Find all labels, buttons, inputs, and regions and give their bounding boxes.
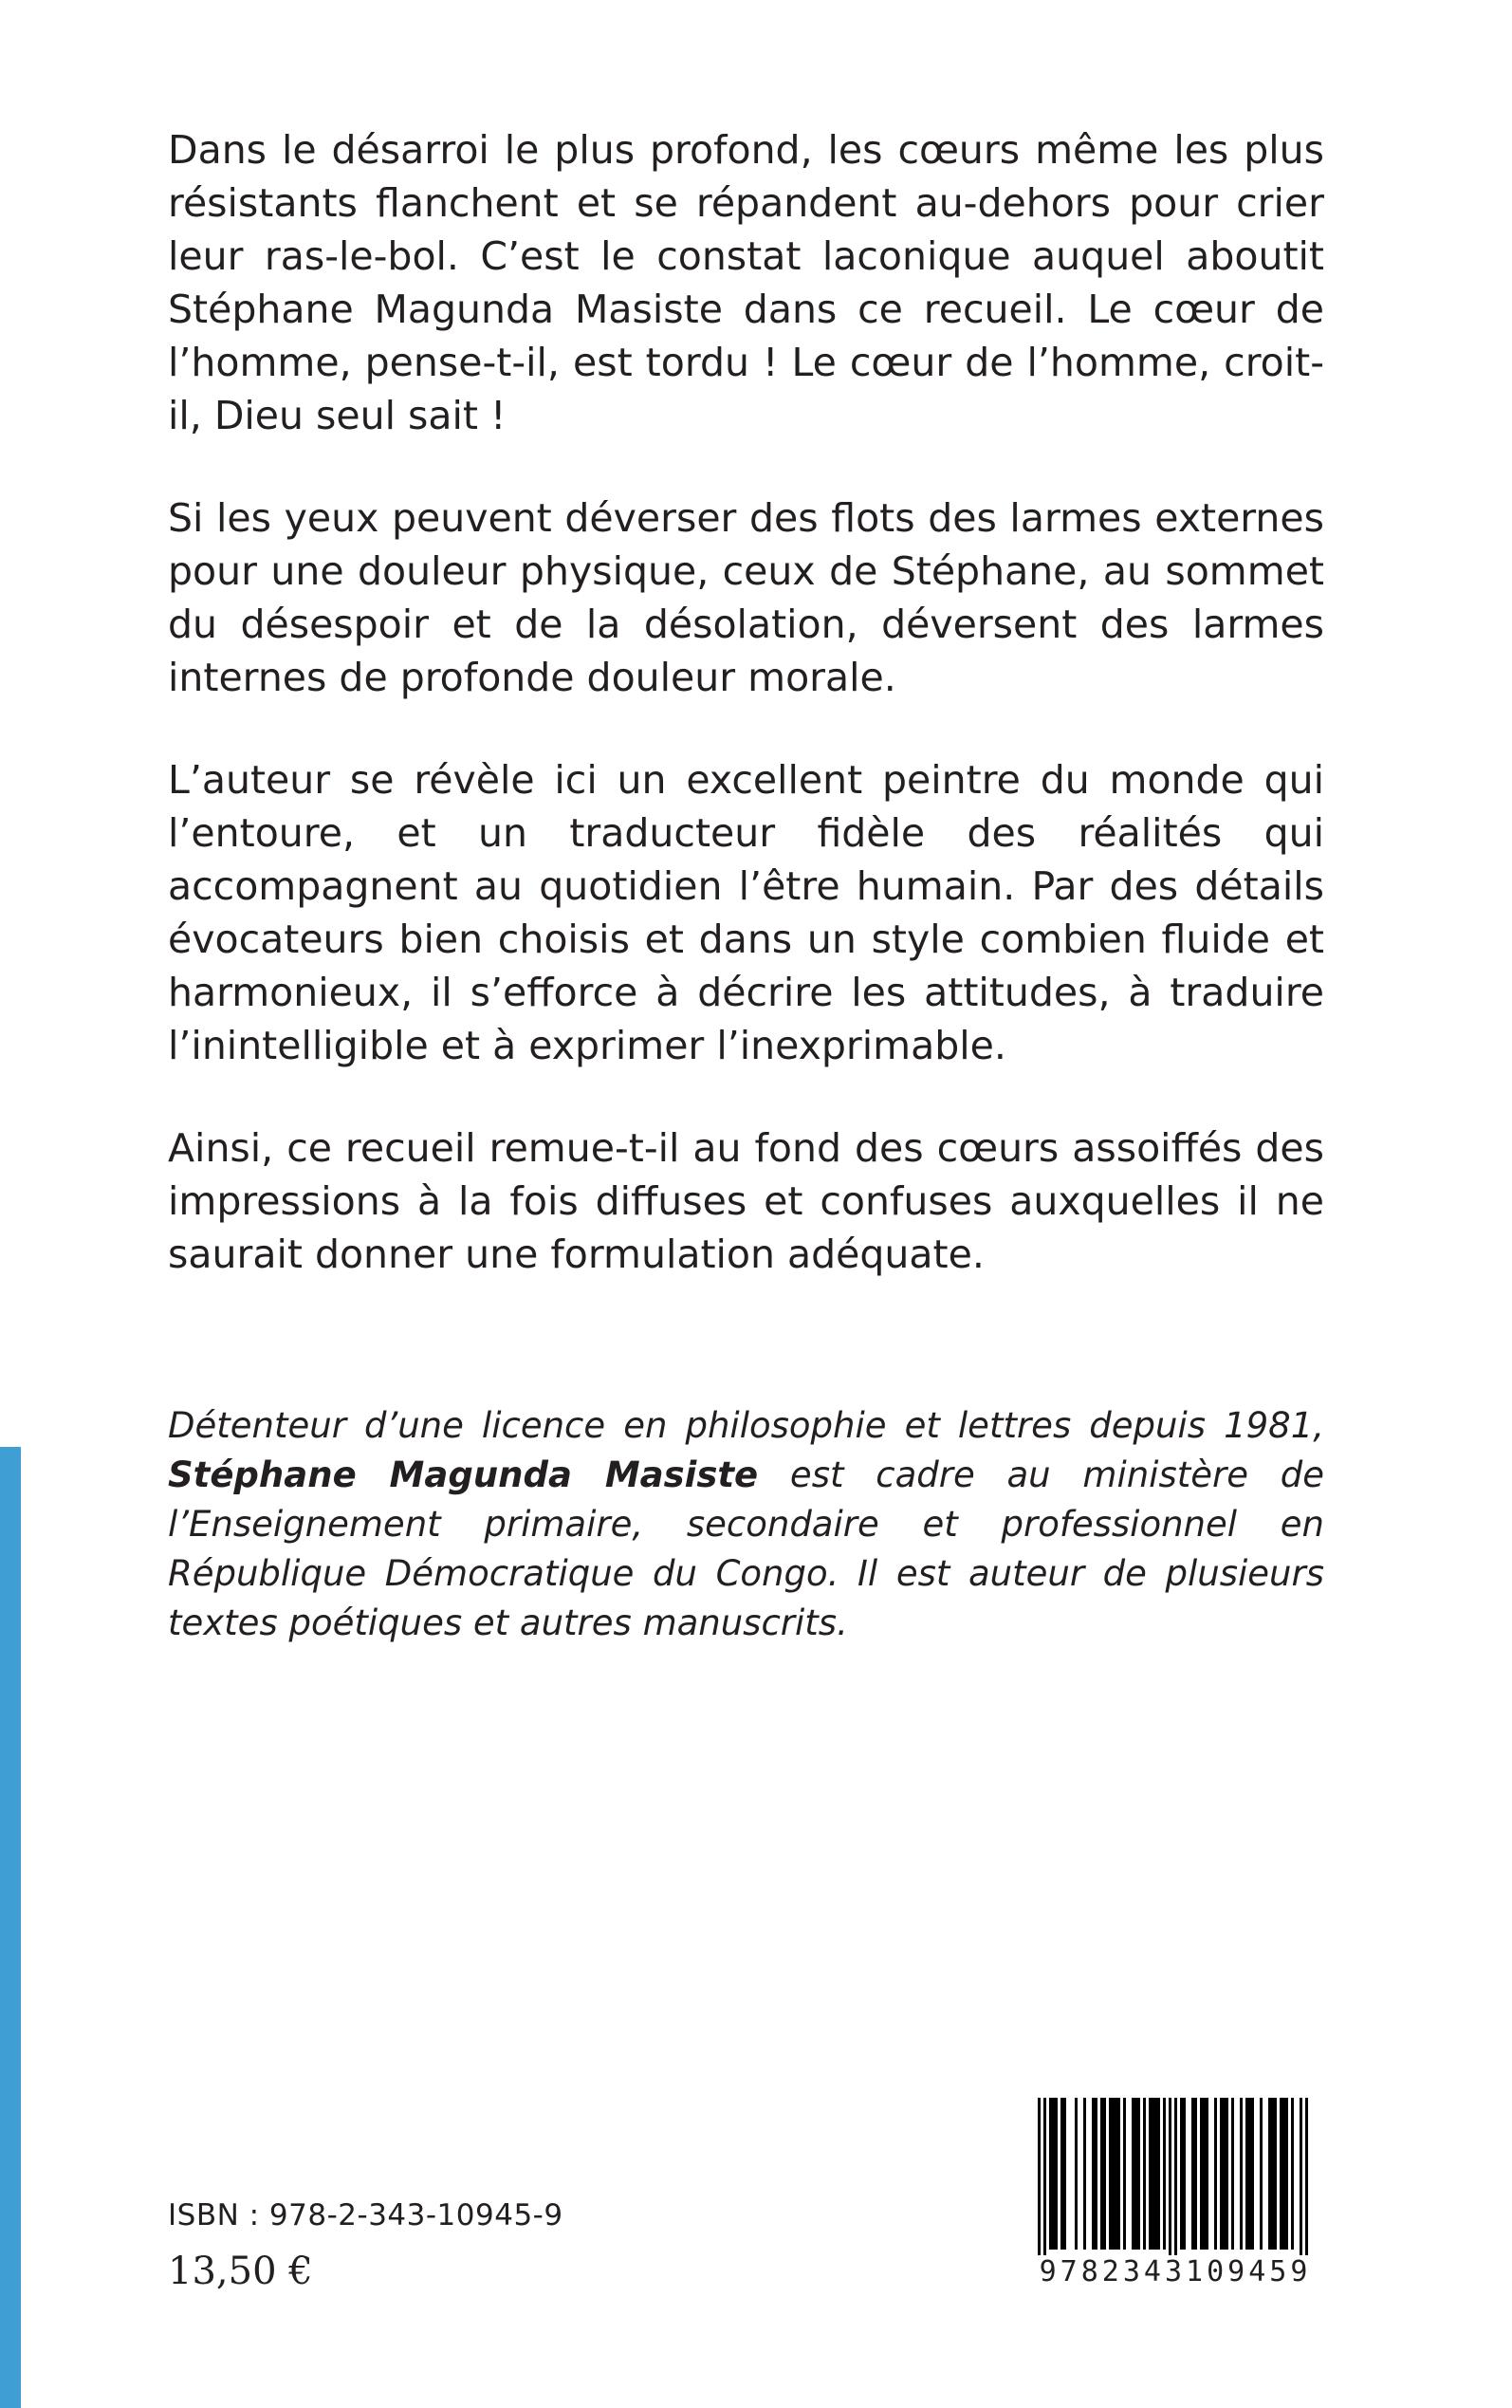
barcode-bar <box>1100 2098 1103 2250</box>
barcode-bar <box>1163 2098 1166 2250</box>
barcode-bars <box>1024 2094 1326 2260</box>
barcode-bar <box>1174 2098 1177 2259</box>
barcode-bar <box>1194 2098 1197 2250</box>
isbn-label: ISBN : 978-2-343-10945-9 <box>168 2198 563 2232</box>
barcode-bar <box>1083 2098 1086 2250</box>
barcode-bar <box>1226 2098 1228 2250</box>
author-name: Stéphane Magunda Masiste <box>168 1454 759 1495</box>
blurb-paragraph-1: Dans le désarroi le plus profond, les cœurs même les plus résistants flanchent et se répandent au-dehors pour crier leur ras-le-bol. C’est le constat laconique auquel aboutit Stéphane Magunda Masiste dans ce recueil. Le cœur de l’homme, pense-t-il, est tordu ! Le cœur de l’homme, croit-il, Dieu seul sait ! <box>168 127 1324 438</box>
barcode-bar <box>1092 2098 1095 2250</box>
barcode-bar <box>1180 2098 1183 2250</box>
barcode-bar <box>1134 2098 1137 2250</box>
barcode-bar <box>1112 2098 1115 2250</box>
barcode-bar <box>1268 2098 1271 2250</box>
barcode-bar <box>1214 2098 1217 2250</box>
back-cover-blurb <box>168 123 1324 1330</box>
barcode-bar <box>1285 2098 1288 2250</box>
side-accent-stripe <box>0 1447 21 2408</box>
price-label: 13,50 € <box>168 2250 313 2293</box>
blurb-paragraph-4: Ainsi, ce recueil remue-t-il au fond des cœurs assoiffés des impressions à la fois diffuses et confuses auxquelles il ne saurait donner une formulation adéquate. <box>168 1125 1324 1277</box>
barcode-bar <box>1060 2098 1063 2250</box>
barcode <box>1024 2094 1326 2298</box>
barcode-bar <box>1231 2098 1234 2250</box>
barcode-bar <box>1220 2098 1223 2250</box>
barcode-bar <box>1143 2098 1146 2250</box>
barcode-bar <box>1274 2098 1277 2250</box>
blurb-paragraph-3: L’auteur se révèle ici un excellent peintre du monde qui l’entoure, et un traducteur fidèle des réalités qui accompagnent au quotidien l’être humain. Par des détails évocateurs bien choisis et dans un style combien fluide et harmonieux, il s’efforce à décrire les attitudes, à traduire l’inintelligible et à exprimer l’inexprimable. <box>168 757 1324 1068</box>
barcode-bar <box>1206 2098 1208 2250</box>
barcode-bar <box>1075 2098 1078 2250</box>
barcode-bar <box>1183 2098 1186 2250</box>
barcode-bar <box>1063 2098 1066 2250</box>
barcode-bar <box>1305 2098 1308 2259</box>
blurb-paragraph-2: Si les yeux peuvent déverser des flots des larmes externes pour une douleur physique, ceux de Stéphane, au sommet du désespoir et de la désolation, déversent des larmes internes de profonde douleur morale. <box>168 495 1324 700</box>
barcode-bar <box>1109 2098 1112 2250</box>
barcode-bar <box>1043 2098 1046 2259</box>
barcode-bar <box>1245 2098 1248 2250</box>
author-bio <box>168 1401 1324 1648</box>
barcode-digits: 9782343109459 <box>1024 2255 1326 2288</box>
barcode-bar <box>1157 2098 1160 2250</box>
barcode-bar <box>1152 2098 1154 2250</box>
barcode-bar <box>1291 2098 1294 2250</box>
barcode-bar <box>1117 2098 1120 2250</box>
barcode-bar <box>1132 2098 1134 2250</box>
barcode-bar <box>1251 2098 1254 2250</box>
author-bio-intro: Détenteur d’une licence en philosophie et lettres depuis 1981, <box>168 1405 1324 1446</box>
barcode-bar <box>1154 2098 1157 2250</box>
barcode-bar <box>1223 2098 1226 2250</box>
barcode-bar <box>1123 2098 1126 2250</box>
barcode-bar <box>1095 2098 1097 2250</box>
barcode-bar <box>1271 2098 1274 2250</box>
barcode-bar <box>1260 2098 1263 2250</box>
author-bio-rest: est cadre au ministère de l’Enseignement primaire, secondaire et professionnel en République Démocratique du Congo. Il est auteur de plusieurs textes poétiques et autres manuscrits. <box>168 1454 1325 1643</box>
barcode-bar <box>1149 2098 1152 2250</box>
barcode-bar <box>1282 2098 1285 2250</box>
barcode-bar <box>1038 2098 1041 2259</box>
barcode-bar <box>1049 2098 1052 2250</box>
barcode-bar <box>1203 2098 1206 2250</box>
barcode-bar <box>1137 2098 1140 2250</box>
barcode-bar <box>1240 2098 1243 2250</box>
barcode-bar <box>1300 2098 1302 2259</box>
barcode-bar <box>1055 2098 1058 2250</box>
barcode-bar <box>1169 2098 1171 2259</box>
barcode-bar <box>1052 2098 1055 2250</box>
barcode-bar <box>1191 2098 1194 2250</box>
barcode-bar <box>1115 2098 1117 2250</box>
barcode-bar <box>1248 2098 1251 2250</box>
barcode-bar <box>1280 2098 1282 2250</box>
barcode-bar <box>1103 2098 1106 2250</box>
barcode-bar <box>1200 2098 1203 2250</box>
